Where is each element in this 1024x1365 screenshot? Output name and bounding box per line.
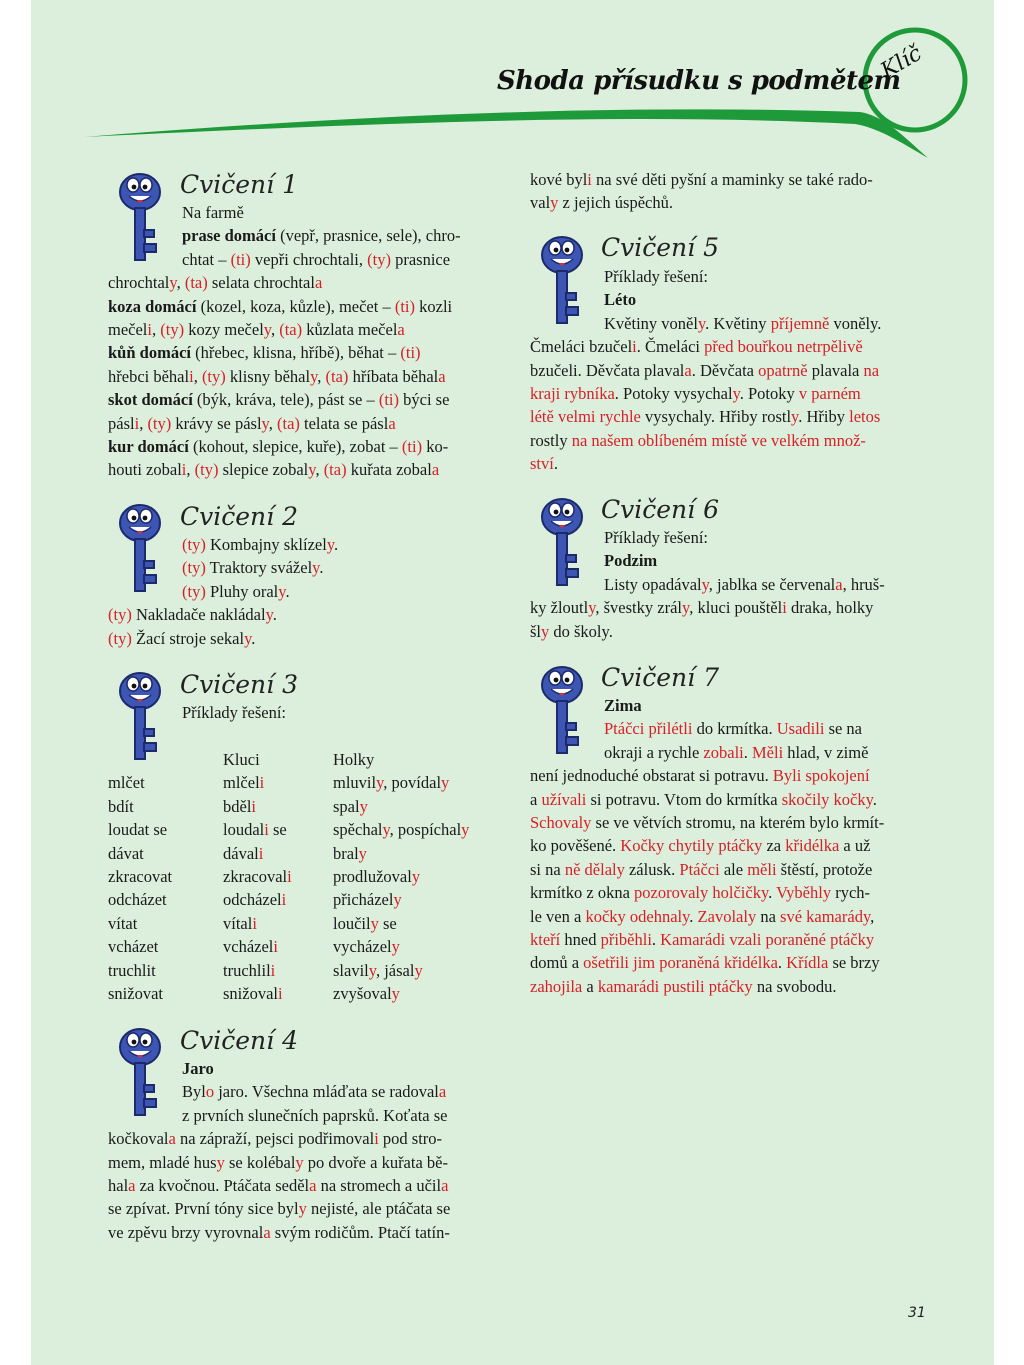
ex2-body bbox=[108, 533, 508, 650]
text-line: Listy opadávaly, jablka se červenala, hruš- bbox=[604, 574, 885, 594]
page-number: 31 bbox=[908, 1305, 926, 1321]
text-line: valy z jejich úspěchů. bbox=[530, 193, 673, 213]
ex6-subtitle: Příklady řešení: bbox=[604, 528, 709, 547]
ex3-title: Cvičení 3 bbox=[180, 670, 298, 699]
table-row: bdít bděli spaly bbox=[108, 796, 368, 816]
text-line: okraji a rychle zobali. Měli hlad, v zimě bbox=[604, 742, 869, 762]
ex2-line: (ty) Traktory svážely. bbox=[182, 558, 324, 578]
key-badge-label: Klíč bbox=[876, 40, 927, 85]
text-line: z prvních slunečních paprsků. Koťata se bbox=[182, 1105, 448, 1125]
ex2-title: Cvičení 2 bbox=[180, 502, 298, 531]
ex6-title: Cvičení 6 bbox=[601, 495, 719, 524]
table-row: snižovat snižovali zvyšovaly bbox=[108, 984, 400, 1004]
ex6-text bbox=[530, 573, 930, 643]
ex3-subtitle: Příklady řešení: bbox=[182, 703, 287, 722]
ex3-col-kluci: Kluci bbox=[223, 750, 260, 769]
text-line: Ptáčci přilétli do krmítka. Usadili se na bbox=[604, 719, 863, 739]
text-line: šly do školy. bbox=[530, 621, 613, 641]
text-line: létě velmi rychle vysychaly. Hřiby rostly. Hřiby letos bbox=[530, 407, 881, 427]
page-title: Shoda přísudku s podmětem bbox=[497, 66, 901, 96]
text-line: ky žloutly, švestky zrály, kluci pouštěli draka, holky bbox=[530, 598, 874, 618]
text-line: zahojila a kamarádi pustili ptáčky na svobodu. bbox=[530, 976, 837, 996]
text-line: si na ně dělaly zálusk. Ptáčci ale měli štěstí, protože bbox=[530, 859, 873, 879]
text-line: rostly na našem oblíbeném místě ve velkém množ- bbox=[530, 430, 866, 450]
text-line: ko pověšené. Kočky chytily ptáčky za křidélka a už bbox=[530, 836, 871, 856]
text-line: kočkovala na zápraží, pejsci podřimovali pod stro- bbox=[108, 1129, 443, 1149]
ex4-heading: Jaro bbox=[182, 1059, 214, 1078]
text-line: le ven a kočky odehnaly. Zavolaly na své kamarády, bbox=[530, 906, 875, 926]
text-line: Květiny voněly. Květiny příjemně voněly. bbox=[604, 313, 882, 333]
text-line: krmítko z okna pozorovaly holčičky. Vyběhly rych- bbox=[530, 883, 871, 903]
ex6-heading: Podzim bbox=[604, 551, 658, 571]
ex5-title: Cvičení 5 bbox=[601, 233, 719, 262]
ex2-line: (ty) Kombajny sklízely. bbox=[182, 535, 339, 554]
text-line: bzučeli. Děvčata plavala. Děvčata opatrně plavala na bbox=[530, 360, 880, 380]
ex7-body bbox=[530, 694, 930, 998]
ex2-line: (ty) Nakladače nakládaly. bbox=[108, 605, 277, 625]
ex5-body bbox=[530, 265, 930, 476]
ex5-heading: Léto bbox=[604, 290, 637, 310]
table-row: vcházet vcházeli vycházely bbox=[108, 937, 400, 957]
ex1-body: Na farmě prase domácí (vepř, prasnice, sele), chro- chtat – (ti) vepři chrochtali, (ty) prasnice chrochtaly, (ta) selata chrochtala koza domácí (kozel, koza, kůzle), mečet – (ti) kozli mečeli, (ty) kozy mečely, (ta) kůzlata mečela kůň domácí (hřebec, klisna, hříbě), běhat – (ti) hřebci běhali, (ty) klisny běhaly, (ta) hříbata běhala skot domácí (býk, kráva, tele), pást se – (ti) býci se pásli, (ty) krávy se pásly, (ta) telata se pásla kur domácí (kohout, slepice, kuře), zobat – (ti) ko- houti zobali, (ty) slepice zobaly, (ta) kuřata zobala bbox=[108, 201, 508, 482]
text-line: ství. bbox=[530, 454, 558, 474]
ex4-continued-text bbox=[530, 168, 930, 215]
table-row: loudat se loudali se spěchaly, pospíchaly bbox=[108, 820, 470, 840]
table-row: truchlit truchlili slavily, jásaly bbox=[108, 960, 423, 980]
ex5-subtitle: Příklady řešení: bbox=[604, 267, 709, 286]
ex3-col-holky: Holky bbox=[333, 750, 375, 769]
text-line: mem, mladé husy se kolébaly po dvoře a kuřata bě- bbox=[108, 1152, 448, 1172]
text-line: Bylo jaro. Všechna mláďata se radovala bbox=[182, 1082, 447, 1102]
table-row: dávat dávali braly bbox=[108, 843, 367, 863]
text-line: a užívali si potravu. Vtom do krmítka skočily kočky. bbox=[530, 789, 877, 809]
ex5-text bbox=[530, 312, 930, 476]
ex7-title: Cvičení 7 bbox=[601, 663, 719, 692]
ex2-line: (ty) Žací stroje sekaly. bbox=[108, 628, 256, 648]
text-line: ve zpěvu brzy vyrovnala svým rodičům. Ptačí tatín- bbox=[108, 1222, 450, 1242]
ex1-heading: Na farmě bbox=[182, 203, 244, 222]
text-line: není jednoduché obstarat si potravu. Byli spokojení bbox=[530, 766, 870, 786]
text-line: hala za kvočnou. Ptáčata seděla na stromech a učila bbox=[108, 1176, 449, 1196]
ex7-heading: Zima bbox=[604, 696, 642, 715]
ex7-text bbox=[530, 717, 930, 998]
text-line: Schovaly se ve větvích stromu, na kterém bylo krmít- bbox=[530, 813, 885, 833]
table-row: mlčet mlčeli mluvily, povídaly bbox=[108, 773, 450, 793]
text-line: kraji rybníka. Potoky vysychaly. Potoky v parném bbox=[530, 384, 861, 404]
text-line: Čmeláci bzučeli. Čmeláci před bouřkou netrpělivě bbox=[530, 337, 863, 357]
ex4-text bbox=[108, 1080, 508, 1244]
table-row: odcházet odcházeli přicházely bbox=[108, 890, 402, 910]
table-row: vítat vítali loučily se bbox=[108, 913, 397, 933]
ex2-line: (ty) Pluhy oraly. bbox=[182, 581, 290, 601]
text-line: kové byli na své děti pyšní a maminky se také rado- bbox=[530, 170, 873, 189]
ex4-body bbox=[108, 1057, 508, 1244]
ex4-title: Cvičení 4 bbox=[180, 1026, 298, 1055]
ex1-title: Cvičení 1 bbox=[180, 170, 298, 199]
table-row: zkracovat zkracovali prodlužovaly bbox=[108, 867, 421, 887]
ex6-body bbox=[530, 526, 930, 643]
ex3-table bbox=[108, 748, 469, 1005]
text-line: domů a ošetřili jim poraněná křidélka. Křídla se brzy bbox=[530, 953, 880, 973]
text-line: se zpívat. První tóny sice byly nejisté, ale ptáčata se bbox=[108, 1199, 451, 1219]
text-line: kteří hned přiběhli. Kamarádi vzali poraněné ptáčky bbox=[530, 930, 875, 950]
